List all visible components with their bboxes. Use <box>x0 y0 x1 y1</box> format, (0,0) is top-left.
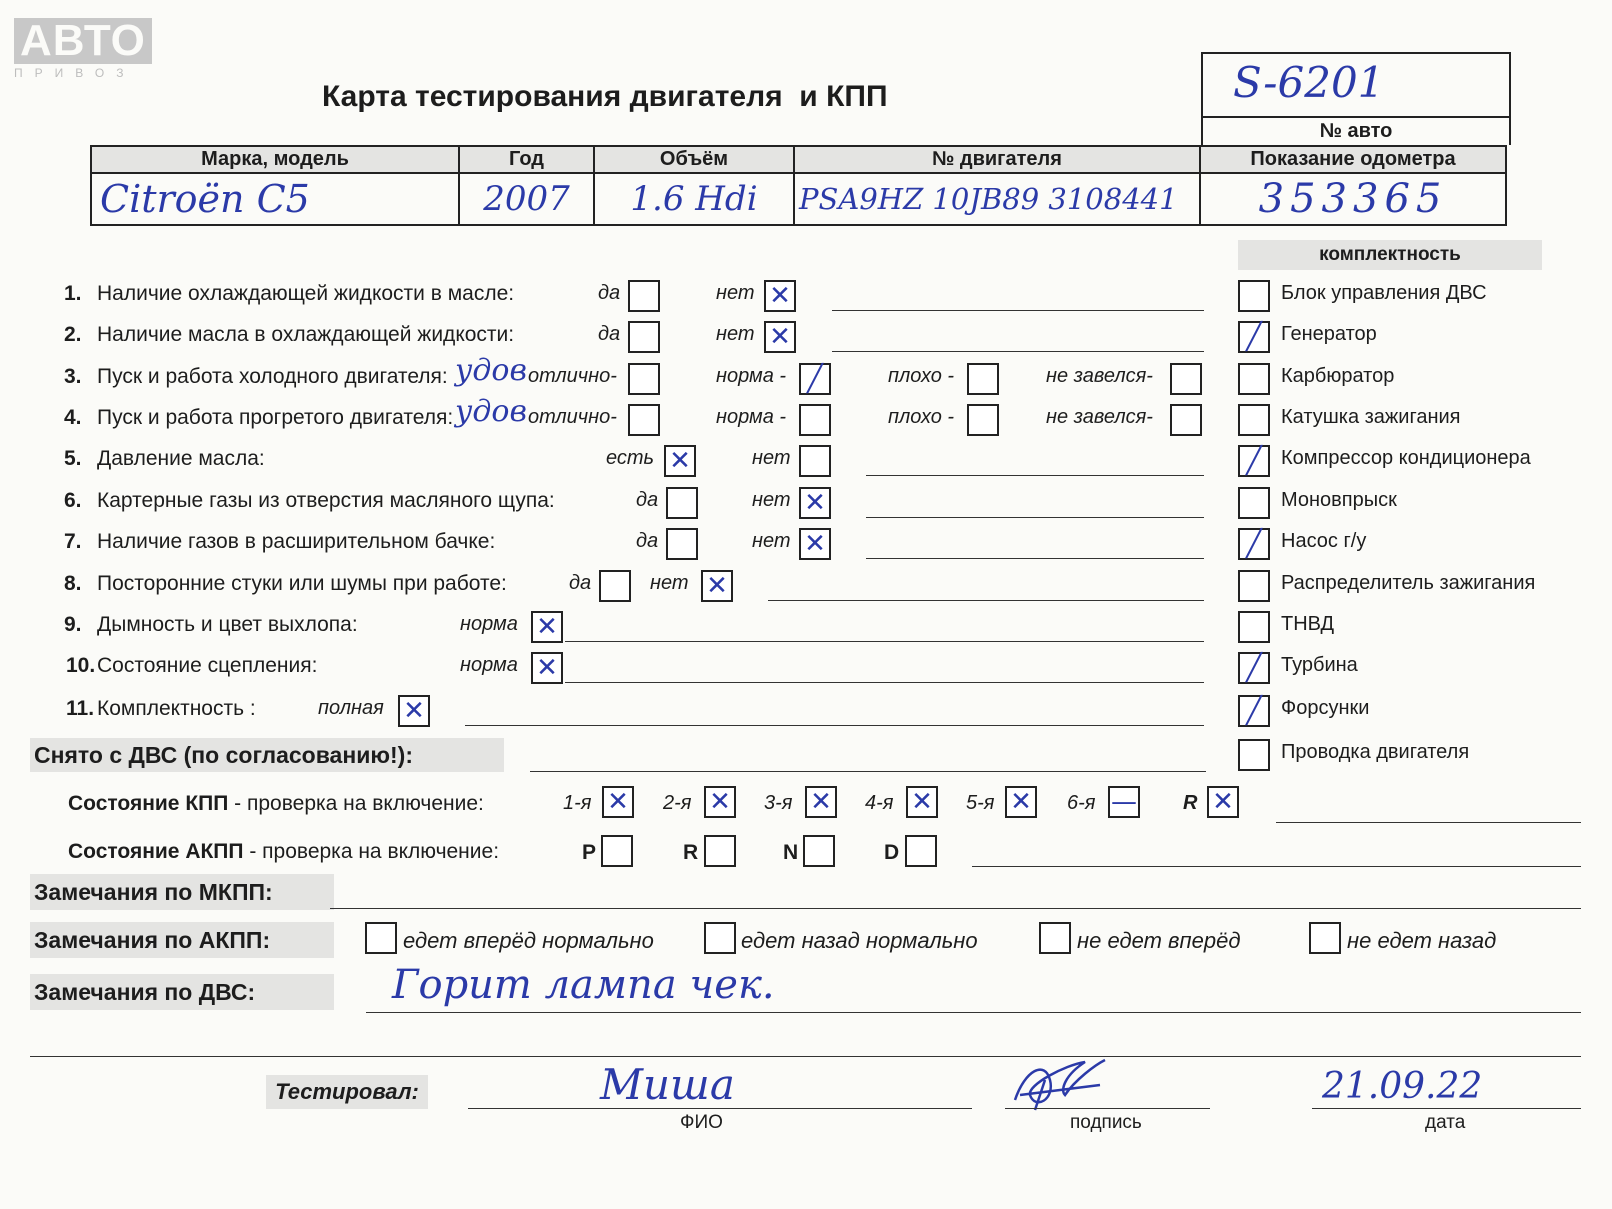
answer-line <box>866 475 1204 476</box>
kpp-gear-checkbox-mark: ✕ <box>709 787 731 817</box>
akpp-mode-checkbox[interactable] <box>601 835 633 867</box>
opt-ne-zavelsya: не завелся- <box>1046 406 1153 428</box>
answer-norma-checkbox[interactable] <box>799 363 831 395</box>
opt-norma: норма - <box>716 365 787 387</box>
akpp-label-rest: - проверка на включение: <box>243 840 500 863</box>
opt-norma: норма - <box>716 406 787 428</box>
completeness-item-label: Форсунки <box>1281 697 1370 719</box>
completeness-item-label: Моновпрыск <box>1281 489 1397 511</box>
logo-sub: ПРИВОЗ <box>14 66 136 80</box>
auto-number-box <box>1201 52 1511 118</box>
answer-est-checkbox[interactable] <box>664 445 696 477</box>
completeness-item-label: Проводка двигателя <box>1281 741 1470 763</box>
logo-main: АВТО <box>14 18 152 64</box>
answer-line <box>866 558 1204 559</box>
akpp-mode-label: N <box>783 841 799 864</box>
akpp-mode-label: D <box>884 841 900 864</box>
completeness-item-label: Турбина <box>1281 654 1358 676</box>
completeness-checkbox-mark: ╱ <box>1246 529 1262 559</box>
kpp-gear-checkbox[interactable] <box>602 786 634 818</box>
akpp-remark-checkbox[interactable] <box>1309 922 1341 954</box>
completeness-checkbox[interactable] <box>1238 528 1270 560</box>
akpp-label-bold: Состояние АКПП <box>68 840 244 863</box>
opt-norma: норма <box>460 613 518 635</box>
kpp-gear-checkbox-mark: ✕ <box>607 787 629 817</box>
completeness-checkbox-mark: ╱ <box>1246 446 1262 476</box>
kpp-gear-label: 1-я <box>563 792 592 814</box>
completeness-item-label: Распределитель зажигания <box>1281 572 1536 594</box>
logo <box>14 18 152 80</box>
answer-norma-checkbox[interactable] <box>531 652 563 684</box>
question-text: Наличие охлаждающей жидкости в масле: <box>97 282 515 305</box>
completeness-item-label: Компрессор кондиционера <box>1281 447 1531 469</box>
opt-net: нет <box>650 572 689 594</box>
answer-net-checkbox[interactable] <box>701 570 733 602</box>
answer-norma-checkbox[interactable] <box>799 404 831 436</box>
tester-name: Миша <box>600 1060 735 1109</box>
question-text: Наличие газов в расширительном бачке: <box>97 530 496 553</box>
kpp-gear-label: 4-я <box>865 792 894 814</box>
kpp-gear-label: 6-я <box>1067 792 1096 814</box>
opt-da: да <box>569 572 592 594</box>
opt-net: нет <box>752 447 791 469</box>
question-number: 10. <box>66 654 96 677</box>
tested-by-label: Тестировал: <box>266 1075 428 1109</box>
opt-da: да <box>636 489 659 511</box>
handwritten-rating: удов <box>455 353 527 388</box>
question-text: Давление масла: <box>97 447 265 470</box>
opt-ne-zavelsya: не завелся- <box>1046 365 1153 387</box>
akpp-remarks-label: Замечания по АКПП: <box>30 922 334 958</box>
opt-otlichno: отлично- <box>528 406 617 428</box>
odometer-value: 353365 <box>1200 173 1506 225</box>
opt-est: есть <box>606 447 655 469</box>
answer-net-checkbox-mark: ✕ <box>769 281 791 311</box>
akpp-remark-checkbox[interactable] <box>704 922 736 954</box>
completeness-item-label: Катушка зажигания <box>1281 406 1461 428</box>
opt-da: да <box>598 282 621 304</box>
completeness-checkbox-mark: ╱ <box>1246 322 1262 352</box>
fio-line <box>468 1108 972 1109</box>
opt-net: нет <box>716 282 755 304</box>
answer-net-checkbox[interactable] <box>764 321 796 353</box>
handwritten-rating: удов <box>455 394 527 429</box>
dvs-remarks-line <box>366 1012 1581 1013</box>
answer-net-checkbox-mark: ✕ <box>706 571 728 601</box>
answer-polnaya-checkbox-mark: ✕ <box>403 696 425 726</box>
completeness-checkbox[interactable] <box>1238 611 1270 643</box>
answer-da-checkbox[interactable] <box>666 487 698 519</box>
answer-net-checkbox[interactable] <box>764 280 796 312</box>
date-line <box>1312 1108 1581 1109</box>
answer-net-checkbox[interactable] <box>799 528 831 560</box>
question-text: Состояние сцепления: <box>97 654 318 677</box>
opt-da: да <box>598 323 621 345</box>
completeness-checkbox-mark: ╱ <box>1246 653 1262 683</box>
signature-line <box>1005 1108 1210 1109</box>
answer-ploho-checkbox[interactable] <box>967 404 999 436</box>
completeness-title: комплектность <box>1238 240 1542 270</box>
akpp-label <box>68 840 499 864</box>
kpp-gear-checkbox-mark: — <box>1111 787 1137 817</box>
opt-da: да <box>636 530 659 552</box>
volume-label: Объём <box>594 146 794 173</box>
answer-norma-checkbox[interactable] <box>531 611 563 643</box>
answer-line <box>565 641 1204 642</box>
divider-line <box>30 1056 1581 1057</box>
answer-ne-zavelsya-checkbox[interactable] <box>1170 404 1202 436</box>
question-text: Посторонние стуки или шумы при работе: <box>97 572 507 595</box>
opt-otlichno: отлично- <box>528 365 617 387</box>
completeness-checkbox[interactable] <box>1238 487 1270 519</box>
akpp-line <box>972 866 1581 867</box>
test-date: 21.09.22 <box>1322 1066 1483 1107</box>
answer-net-checkbox[interactable] <box>799 487 831 519</box>
page-title: Карта тестирования двигателя и КПП <box>322 80 888 113</box>
opt-net: нет <box>716 323 755 345</box>
completeness-item-label: ТНВД <box>1281 613 1335 635</box>
question-text: Картерные газы из отверстия масляного щупа: <box>97 489 555 512</box>
kpp-gear-checkbox-mark: ✕ <box>911 787 933 817</box>
answer-da-checkbox[interactable] <box>628 280 660 312</box>
answer-line <box>465 725 1204 726</box>
opt-ploho: плохо - <box>888 406 955 428</box>
kpp-gear-checkbox-mark: ✕ <box>1212 787 1234 817</box>
dvs-remarks-text: Горит лампа чек. <box>392 962 775 1008</box>
kpp-gear-checkbox[interactable] <box>805 786 837 818</box>
answer-line <box>832 351 1204 352</box>
question-number: 3. <box>64 365 82 388</box>
answer-net-checkbox-mark: ✕ <box>769 322 791 352</box>
opt-polnaya: полная <box>318 697 384 719</box>
completeness-checkbox[interactable] <box>1238 321 1270 353</box>
engine-number-label: № двигателя <box>794 146 1200 173</box>
vehicle-header-table <box>90 145 1507 226</box>
akpp-mode-checkbox[interactable] <box>803 835 835 867</box>
question-number: 2. <box>64 323 82 346</box>
question-number: 5. <box>64 447 82 470</box>
answer-line <box>565 682 1204 683</box>
completeness-checkbox[interactable] <box>1238 695 1270 727</box>
completeness-item-label: Блок управления ДВС <box>1281 282 1487 304</box>
question-text: Дымность и цвет выхлопа: <box>97 613 358 636</box>
answer-da-checkbox[interactable] <box>666 528 698 560</box>
question-text: Пуск и работа холодного двигателя: <box>97 365 448 388</box>
kpp-gear-checkbox[interactable] <box>704 786 736 818</box>
question-number: 4. <box>64 406 82 429</box>
answer-line <box>768 600 1204 601</box>
answer-est-checkbox-mark: ✕ <box>669 446 691 476</box>
removed-label: Снято с ДВС (по согласованию!): <box>30 738 504 772</box>
completeness-item-label: Насос г/у <box>1281 530 1367 552</box>
answer-polnaya-checkbox[interactable] <box>398 695 430 727</box>
completeness-checkbox[interactable] <box>1238 363 1270 395</box>
answer-norma-checkbox-mark: ✕ <box>536 612 558 642</box>
kpp-line <box>1276 822 1581 823</box>
kpp-gear-label: R <box>1183 792 1198 814</box>
question-number: 8. <box>64 572 82 595</box>
akpp-remark-checkbox[interactable] <box>365 922 397 954</box>
year-value: 2007 <box>459 173 594 225</box>
answer-norma-checkbox-mark: ✕ <box>536 653 558 683</box>
year-label: Год <box>459 146 594 173</box>
akpp-mode-label: R <box>683 841 699 864</box>
answer-norma-checkbox-mark: ╱ <box>807 364 823 394</box>
engine-number-value: PSA9HZ 10JB89 3108441 <box>794 173 1200 225</box>
completeness-item-label: Карбюратор <box>1281 365 1395 387</box>
date-label: дата <box>1425 1112 1466 1133</box>
completeness-checkbox-mark: ╱ <box>1246 696 1262 726</box>
question-number: 1. <box>64 282 82 305</box>
completeness-checkbox[interactable] <box>1238 570 1270 602</box>
make-label: Марка, модель <box>91 146 459 173</box>
mkpp-remarks-line <box>330 908 1581 909</box>
signature-label: подпись <box>1070 1112 1142 1133</box>
question-text: Комплектность : <box>97 697 256 720</box>
make-value: Citroën C5 <box>91 173 459 225</box>
volume-value: 1.6 Hdi <box>594 173 794 225</box>
completeness-checkbox[interactable] <box>1238 280 1270 312</box>
opt-ploho: плохо - <box>888 365 955 387</box>
akpp-remark-checkbox[interactable] <box>1039 922 1071 954</box>
odometer-label: Показание одометра <box>1200 146 1506 173</box>
kpp-gear-checkbox[interactable] <box>906 786 938 818</box>
kpp-gear-checkbox-mark: ✕ <box>1010 787 1032 817</box>
kpp-gear-label: 3-я <box>764 792 793 814</box>
kpp-gear-label: 5-я <box>966 792 995 814</box>
opt-norma: норма <box>460 654 518 676</box>
akpp-remark-label: едет назад нормально <box>741 928 978 953</box>
question-number: 11. <box>66 697 95 720</box>
answer-line <box>832 310 1204 311</box>
dvs-remarks-label: Замечания по ДВС: <box>30 974 334 1010</box>
auto-number-value: S-6201 <box>1233 58 1385 107</box>
answer-otlichno-checkbox[interactable] <box>628 404 660 436</box>
kpp-label-bold: Состояние КПП <box>68 792 229 815</box>
answer-ploho-checkbox[interactable] <box>967 363 999 395</box>
auto-number-label: № авто <box>1201 116 1511 145</box>
question-text: Пуск и работа прогретого двигателя: <box>97 406 454 429</box>
opt-net: нет <box>752 489 791 511</box>
opt-net: нет <box>752 530 791 552</box>
completeness-checkbox[interactable] <box>1238 445 1270 477</box>
akpp-mode-checkbox[interactable] <box>704 835 736 867</box>
akpp-mode-checkbox[interactable] <box>905 835 937 867</box>
question-number: 7. <box>64 530 82 553</box>
answer-net-checkbox[interactable] <box>799 445 831 477</box>
completeness-checkbox[interactable] <box>1238 404 1270 436</box>
question-text: Наличие масла в охлаждающей жидкости: <box>97 323 515 346</box>
mkpp-remarks-label: Замечания по МКПП: <box>30 874 334 910</box>
kpp-gear-checkbox[interactable] <box>1005 786 1037 818</box>
answer-ne-zavelsya-checkbox[interactable] <box>1170 363 1202 395</box>
answer-da-checkbox[interactable] <box>628 321 660 353</box>
akpp-remark-label: не едет вперёд <box>1077 928 1241 953</box>
question-number: 6. <box>64 489 82 512</box>
answer-da-checkbox[interactable] <box>599 570 631 602</box>
kpp-label-rest: - проверка на включение: <box>228 792 484 815</box>
completeness-checkbox[interactable] <box>1238 739 1270 771</box>
akpp-mode-label: P <box>582 841 597 864</box>
akpp-remark-label: едет вперёд нормально <box>403 928 654 953</box>
kpp-gear-label: 2-я <box>663 792 692 814</box>
akpp-remark-label: не едет назад <box>1347 928 1497 953</box>
question-number: 9. <box>64 613 82 636</box>
removed-line <box>530 771 1206 772</box>
completeness-item-label: Генератор <box>1281 323 1377 345</box>
kpp-gear-checkbox[interactable] <box>1207 786 1239 818</box>
kpp-gear-checkbox-mark: ✕ <box>810 787 832 817</box>
answer-otlichno-checkbox[interactable] <box>628 363 660 395</box>
fio-label: ФИО <box>680 1112 723 1133</box>
kpp-label <box>68 792 484 816</box>
answer-net-checkbox-mark: ✕ <box>804 529 826 559</box>
completeness-checkbox[interactable] <box>1238 652 1270 684</box>
kpp-gear-checkbox[interactable] <box>1108 786 1140 818</box>
answer-net-checkbox-mark: ✕ <box>804 488 826 518</box>
answer-line <box>866 517 1204 518</box>
